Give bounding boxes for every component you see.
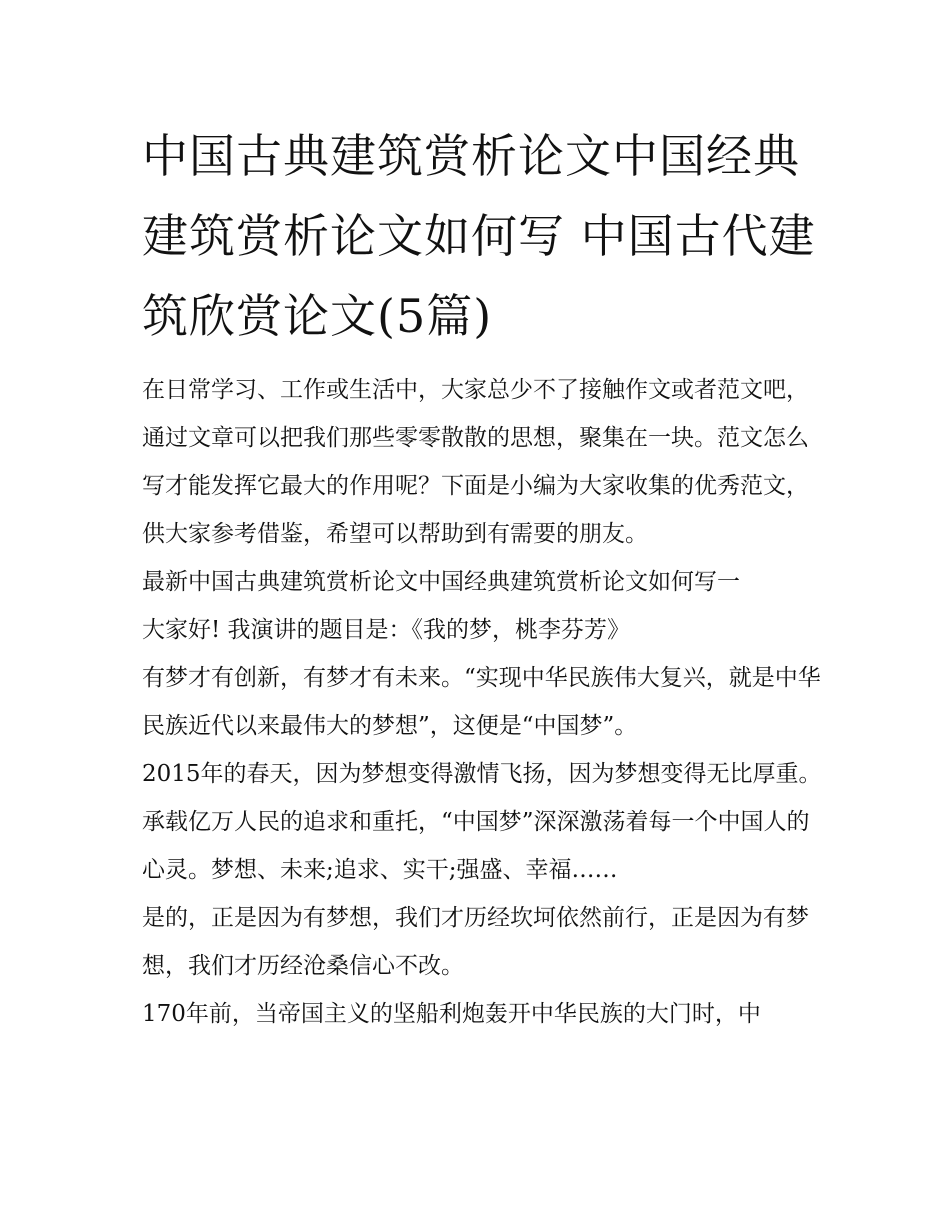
intro-paragraph: 在日常学习、工作或生活中，大家总少不了接触作文或者范文吧，通过文章可以把我们那些零零散散的思想，聚集在一块。范文怎么写才能发挥它最大的作用呢？下面是小编为大家收集的优秀范文，供大家参考借鉴，希望可以帮助到有需要的朋友。: [142, 377, 809, 547]
document-title: 中国古典建筑赏析论文中国经典建筑赏析论文如何写 中国古代建筑欣赏论文(5篇): [142, 129, 816, 343]
speech-greeting: 大家好! 我演讲的题目是：《我的梦，桃李芬芳》: [142, 617, 631, 643]
body-paragraph: 2015年的春天，因为梦想变得激情飞扬，因为梦想变得无比厚重。承载亿万人民的追求和重托，“中国梦”深深激荡着每一个中国人的心灵。梦想、未来;追求、实干;强盛、幸福……: [142, 761, 822, 883]
body-paragraph: 是的，正是因为有梦想，我们才历经坎坷依然前行，正是因为有梦想，我们才历经沧桑信心不改。: [142, 905, 809, 979]
body-paragraph: 170年前，当帝国主义的坚船利炮轰开中华民族的大门时，中: [142, 1001, 761, 1027]
section-heading: 最新中国古典建筑赏析论文中国经典建筑赏析论文如何写一: [142, 569, 740, 595]
body-paragraph: 有梦才有创新，有梦才有未来。“实现中华民族伟大复兴，就是中华民族近代以来最伟大的梦想”，这便是“中国梦”。: [142, 665, 821, 739]
document-page: [142, 116, 822, 1038]
